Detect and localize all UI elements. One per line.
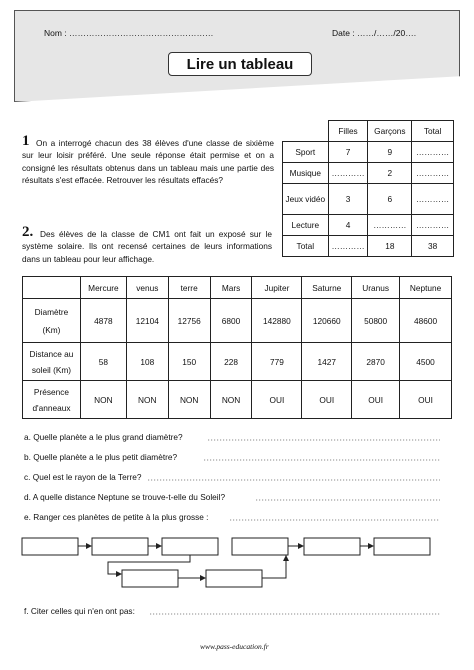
question-c: c. Quel est le rayon de la Terre? (24, 472, 142, 482)
table-cell: NON (210, 381, 252, 419)
leisure-header-filles: Filles (328, 121, 368, 142)
question-a: a. Quelle planète a le plus grand diamètre? (24, 432, 183, 442)
arrow-head (200, 575, 206, 581)
arrow-head (298, 543, 304, 549)
table-cell: 38 (412, 236, 454, 257)
page-title: Lire un tableau (168, 52, 312, 76)
question-d: d. A quelle distance Neptune se trouve-t-elle du Soleil? (24, 492, 226, 502)
exercise-2-number: 2. (22, 224, 34, 240)
table-cell: 3 (328, 184, 368, 215)
table-cell: ………… (368, 215, 412, 236)
table-cell: 120660 (302, 299, 352, 343)
table-cell: OUI (400, 381, 452, 419)
table-cell: ………… (328, 163, 368, 184)
table-cell: 58 (80, 343, 126, 381)
ranking-box-8 (206, 570, 262, 587)
question-f: f. Citer celles qui n'en ont pas: (24, 606, 135, 616)
table-cell: 50800 (352, 299, 400, 343)
table-cell: 779 (252, 343, 302, 381)
ranking-arrow (262, 555, 286, 578)
ranking-box-2 (92, 538, 148, 555)
exercise-1-text: On a interrogé chacun des 38 élèves d'une classe de sixième sur leur loisir préféré. Une seule réponse était permise et on a consigné les résultats obtenus dans un tableau mais une partie des résultats s'est effacée. Retrouver les résultats effacés? (22, 138, 274, 186)
ranking-box-7 (122, 570, 178, 587)
arrow-head (86, 543, 92, 549)
table-cell: ………… (412, 163, 454, 184)
table-cell: 12756 (168, 299, 210, 343)
table-cell: 4878 (80, 299, 126, 343)
table-cell: 142880 (252, 299, 302, 343)
table-cell: ………… (412, 142, 454, 163)
row-label: Lecture (283, 215, 329, 236)
row-label: Sport (283, 142, 329, 163)
table-cell: 9 (368, 142, 412, 163)
ranking-box-4 (232, 538, 288, 555)
exercise-2-text: Des élèves de la classe de CM1 ont fait un exposé sur le système solaire. Ils ont recensé certaines de leurs informations dans un tableau pour leur affichage. (22, 229, 272, 264)
arrow-head (156, 543, 162, 549)
table-cell: ………… (412, 215, 454, 236)
ranking-box-5 (304, 538, 360, 555)
table-cell: 4500 (400, 343, 452, 381)
planet-header: Neptune (400, 277, 452, 299)
arrow-head (116, 571, 122, 577)
table-cell: OUI (352, 381, 400, 419)
date-field-label: Date : ……/……/20…. (332, 28, 417, 38)
table-cell: OUI (302, 381, 352, 419)
row-label: Distance au soleil (Km) (23, 343, 81, 381)
row-label: Total (283, 236, 329, 257)
table-cell: NON (80, 381, 126, 419)
name-field-label: Nom : …………………………………………… (44, 28, 214, 38)
ranking-box-3 (162, 538, 218, 555)
table-cell: 228 (210, 343, 252, 381)
table-cell: NON (168, 381, 210, 419)
table-cell: 18 (368, 236, 412, 257)
table-cell: 7 (328, 142, 368, 163)
table-cell: OUI (252, 381, 302, 419)
row-label: Présence d'anneaux (23, 381, 81, 419)
table-cell: 2870 (352, 343, 400, 381)
row-label: Diamètre (Km) (23, 299, 81, 343)
table-cell: 12104 (126, 299, 168, 343)
planet-header: Jupiter (252, 277, 302, 299)
exercise-1-number: 1 (22, 133, 30, 149)
ranking-box-6 (374, 538, 430, 555)
planet-header: terre (168, 277, 210, 299)
table-cell: ………… (328, 236, 368, 257)
table-cell: 6 (368, 184, 412, 215)
row-label: Jeux vidéo (283, 184, 329, 215)
planet-header: Mercure (80, 277, 126, 299)
table-cell: 6800 (210, 299, 252, 343)
row-label: Musique (283, 163, 329, 184)
table-cell: NON (126, 381, 168, 419)
table-cell: 4 (328, 215, 368, 236)
arrow-head (368, 543, 374, 549)
table-cell: 48600 (400, 299, 452, 343)
footer-url: www.pass-education.fr (200, 642, 269, 651)
table-cell: 108 (126, 343, 168, 381)
planet-header: Uranus (352, 277, 400, 299)
arrow-head (283, 555, 289, 561)
planet-header: Saturne (302, 277, 352, 299)
planet-header: venus (126, 277, 168, 299)
leisure-header-total: Total (412, 121, 454, 142)
table-cell: 1427 (302, 343, 352, 381)
question-e: e. Ranger ces planètes de petite à la plus grosse : (24, 512, 209, 522)
planet-header: Mars (210, 277, 252, 299)
table-cell: 2 (368, 163, 412, 184)
table-cell: ………… (412, 184, 454, 215)
leisure-header-garcons: Garçons (368, 121, 412, 142)
table-cell: 150 (168, 343, 210, 381)
ranking-box-1 (22, 538, 78, 555)
question-b: b. Quelle planète a le plus petit diamètre? (24, 452, 178, 462)
